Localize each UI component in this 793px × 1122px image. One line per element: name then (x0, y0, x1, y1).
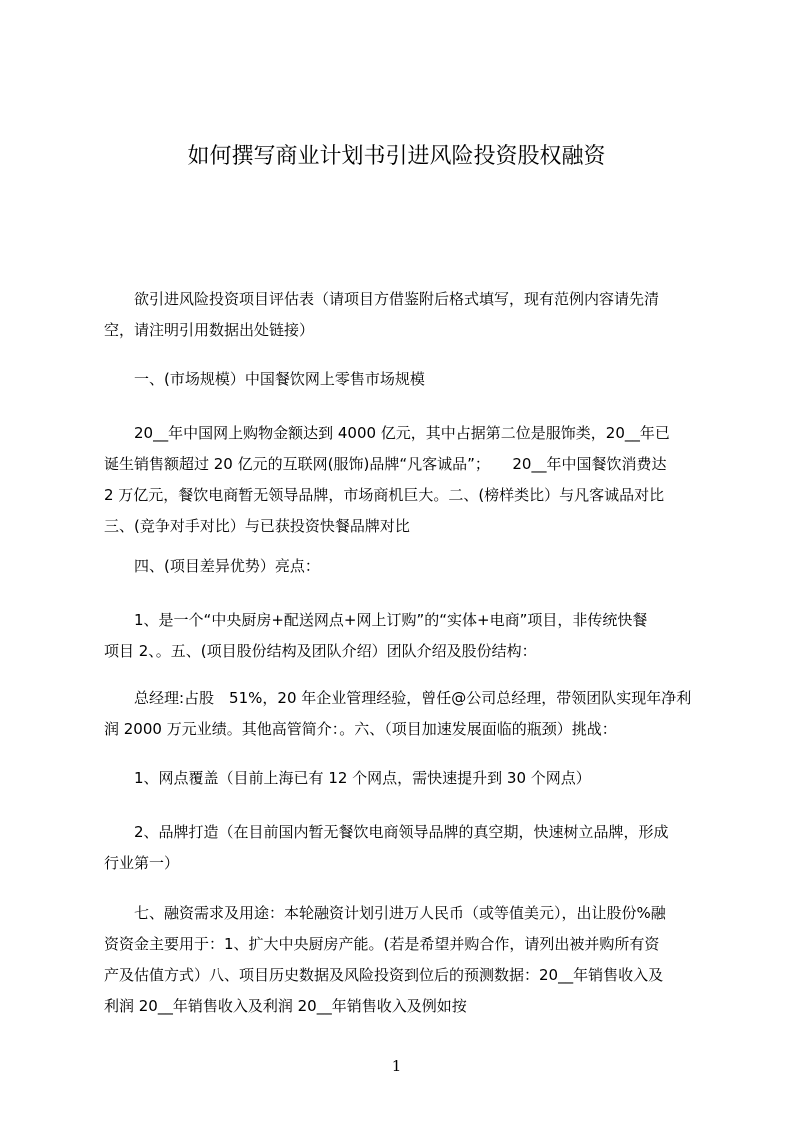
text-line: 四、(项目差异优势）亮点： (104, 557, 320, 575)
text-line: 2、品牌打造（在目前国内暂无餐饮电商领导品牌的真空期，快速树立品牌，形成 (104, 823, 669, 841)
text-line: 欲引进风险投资项目评估表（请项目方借鉴附后格式填写，现有范例内容请先清 (104, 290, 660, 308)
text-line: 行业第一） (104, 854, 180, 872)
text-line: 产及估值方式）八、项目历史数据及风险投资到位后的预测数据：20__年销售收入及 (104, 966, 664, 984)
text-line: 2 万亿元，餐饮电商暂无领导品牌，市场商机巨大。二、(榜样类比）与凡客诚品对比 (104, 486, 665, 504)
paragraph-market-data (104, 418, 704, 542)
paragraph-intro (104, 284, 704, 346)
section-heading-market-size (104, 364, 704, 395)
text-line: 1、是一个“中央厨房+配送网点+网上订购”的“实体+电商”项目，非传统快餐 (104, 611, 648, 629)
paragraph-team (104, 683, 704, 745)
text-line: 润 2000 万元业绩。其他高管简介：。六、（项目加速发展面临的瓶颈）挑战： (104, 720, 617, 738)
text-line: 空，请注明引用数据出处链接） (104, 321, 315, 339)
paragraph-challenge-network (104, 763, 704, 794)
text-line: 诞生销售额超过 20 亿元的互联网(服饰)品牌“凡客诚品”； 20__年中国餐饮消费达 (104, 455, 667, 473)
text-line: 七、融资需求及用途：本轮融资计划引进万人民币（或等值美元），出让股份%融 (104, 904, 666, 922)
text-line: 资资金主要用于：1、扩大中央厨房产能。(若是希望并购合作，请列出被并购所有资 (104, 935, 660, 953)
text-line: 项目 2、。五、(项目股份结构及团队介绍）团队介绍及股份结构： (104, 642, 537, 660)
paragraph-financing (104, 898, 704, 1022)
text-line: 1、网点覆盖（目前上海已有 12 个网点，需快速提升到 30 个网点） (104, 769, 591, 787)
paragraph-project-highlights (104, 605, 704, 667)
paragraph-challenge-brand (104, 817, 704, 879)
text-line: 利润 20__年销售收入及利润 20__年销售收入及例如按 (104, 997, 467, 1015)
text-line: 一、(市场规模）中国餐饮网上零售市场规模 (104, 370, 425, 388)
section-heading-advantages (104, 551, 704, 582)
text-line: 20__年中国网上购物金额达到 4000 亿元，其中占据第二位是服饰类，20__年已 (104, 424, 670, 442)
text-line: 总经理:占股 51%，20 年企业管理经验，曾任@公司总经理，带领团队实现年净利 (104, 689, 692, 707)
document-title: 如何撰写商业计划书引进风险投资股权融资 (187, 144, 606, 169)
page-number: 1 (391, 1057, 402, 1075)
text-line: 三、(竞争对手对比）与已获投资快餐品牌对比 (104, 517, 410, 535)
